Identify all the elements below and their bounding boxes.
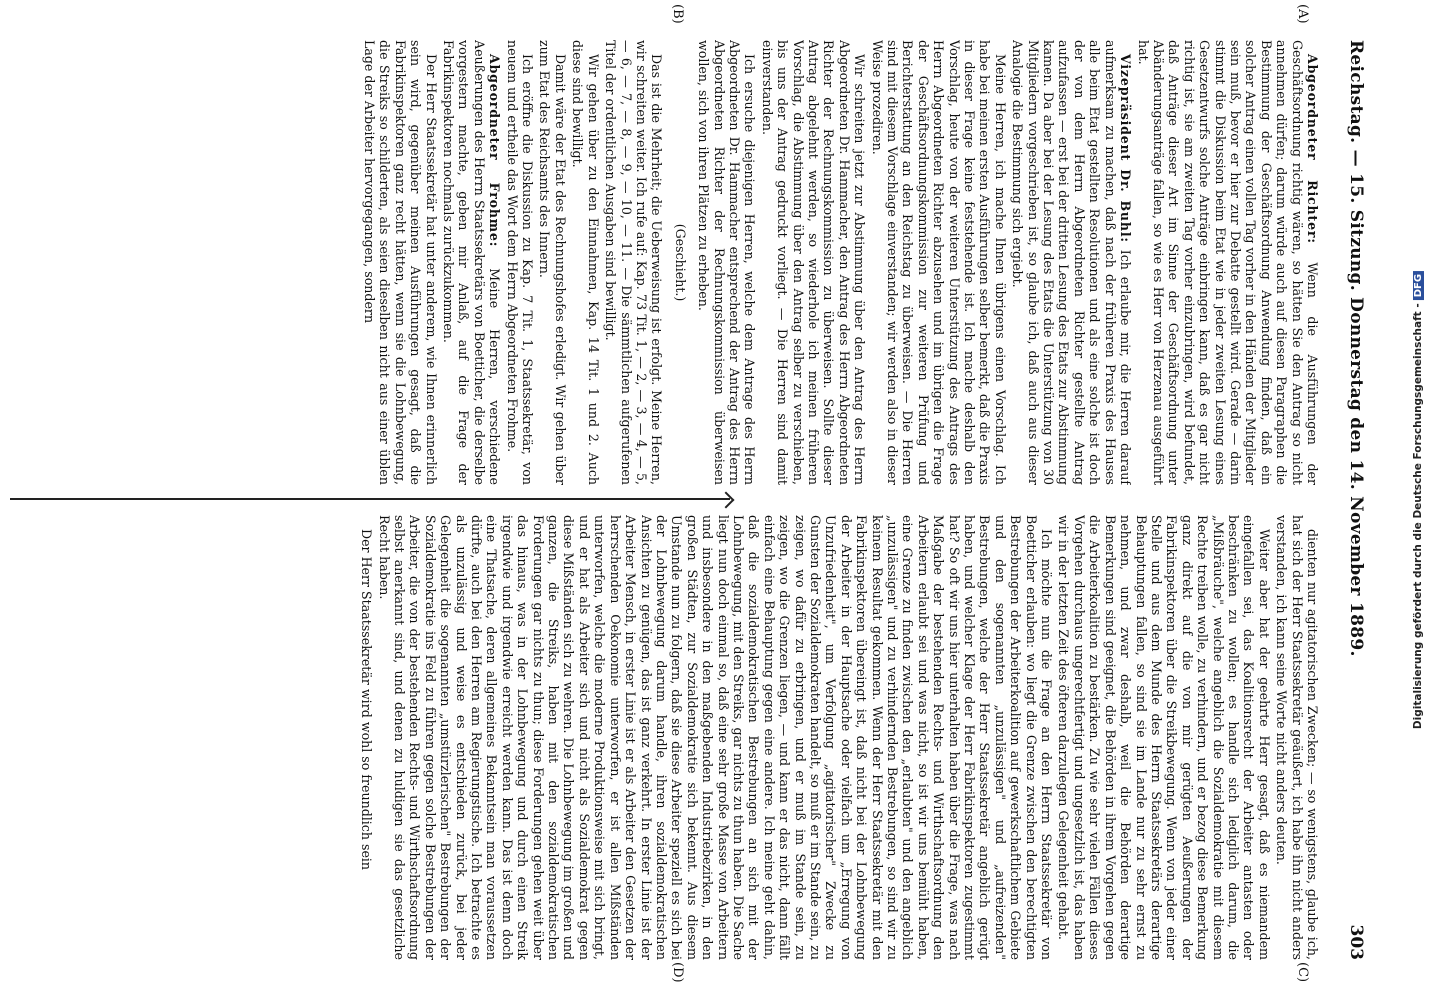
paragraph (1056, 515, 1272, 960)
paragraph (359, 515, 374, 960)
divider-arrow (718, 492, 735, 509)
margin-marker-d: (D) (670, 962, 685, 983)
margin-marker-b: (B) (670, 4, 685, 24)
paragraph (570, 40, 601, 485)
paragraph (362, 40, 439, 485)
paragraph-text: Wenn die Ausführungen der Geschäftsordnung richtig wären, so hätten Sie den Antrag so nicht annehmen dürfen; darum würde auch auf diesen Paragraphen die Bestimmung der Geschäftsordnung Anwendung finden, daß ein solcher Antrag einen vollen Tag vorher in den Händen der Mitglieder sein muß, bevor er hier zur Debatte gestellt wird. Gerade — darin stimmt die Diskussion beim Etat wie in jeder zweiten Lesung eines Gesetzentwurfs solche Anträge einbringen kann, daß es gar nicht richtig ist, sie am zweiten Tag vorher einzubringen, wird befundet, daß Anträge dieser Art im Sinne der Geschäftsordnung unter Abänderungsanträge fallen, so wie es Herr von Herzenau ausgeführt hat. (1135, 40, 1320, 485)
paragraph (869, 40, 1008, 485)
paragraph (504, 40, 535, 485)
paragraph-text: Ich erlaube mir, die Herren darauf aufmerksam zu machen, daß nach der früheren Praxis des Hauses alle beim Etat gestellten Resolutionen und als eine solche ist doch der von dem Herrn Abgeordneten Richter gestellte Antrag aufzufassen — erst bei der dritten Lesung des Etats zur Abstimmung kamen. Da aber bei der Lesung des Etats die Unterstützung von 30 Mitgliedern vorgeschrieben ist, so glaube ich, daß auch aus dieser Analogie die Bestimmung sich ergiebt. (1010, 40, 1134, 485)
paragraph (759, 40, 867, 485)
page-number: 303 (1346, 924, 1366, 960)
paragraph-text: Wir gehen über zu den Einnahmen, Kap. 14 Tit. 1 und 2. Auch diese sind bewilligt. (570, 40, 601, 485)
digitization-credit (1410, 6, 1426, 994)
paragraph-text: Das ist die Mehrheit; die Ueberweisung ist erfolgt. Meine Herren, wir schreiten weiter. Ich rufe auf: Kap. 73 Tit. 1, — 2, — 3, — 4, — 5, — 6, — 7, — 8, — 9, — 10, — 11. — Die sämmtlichen aufgerufenen Titel der ordentlichen Ausgaben sind bewilligt. (603, 40, 665, 485)
paragraph-text: (Geschieht.) (672, 223, 688, 302)
paragraph-text: Ich möchte nun die Frage an den Herrn Staatssekretär von Boetticher erlauben: wo liegt die Grenze zwischen den berechtigten Bestrebungen der Arbeiterkoalition auf gewerkschaftlichem Gebiete und den sogenannten „unzulässigen" und „aufreizenden" Bestrebungen, welche der Herr Staatssekretär angeblich gerügt haben, und welcher Klage der Herr Fabrikinspektoren zugestimmt hat? So oft wir uns hier unterhalten haben über die Frage, was nach Maßgabe der bestehenden Rechts- und Wirthschaftsordnung den Arbeitern erlaubt sei und was nicht, so ist wir uns bemüht haben, eine Grenze zu finden zwischen den „erlaubten" und den angeblich „unzulässigen" und zu verhindernden Bestrebungen, so sind wir zu keinem Resultat gekommen. Wenn der Herr Staatssekretär mit den Fabrikinspektoren übereingt ist, daß nicht bei der Lohnbewegung der Arbeiter in der Hauptsache oder vielfach um „Erregung von Unzufriedenheit", um Verfolgung „agitatorischer" Zwecke zu Gunsten der Sozialdemokraten handelt, so muß er im Stande sein, zu zeigen, wo dafür zu erbringen, und er muß im Stande sein, zu zeigen, wo die Grenzen liegen, — und kann er das nicht, dann fällt einfach eine Behauptung gegen eine andere. Ich meine geht dahin, daß die sozialdemokratischen Bestrebungen an sich mit der Lohnbewegung, mit den Streiks, gar nichts zu thun haben. Die Sache liegt nun doch einmal so, daß eine sehr große Masse von Arbeitern und insbesondere in den maßgebenden Industriebezirken, in den großen Städten, zur Sozialdemokratie sich bekennt. Aus diesem Umstande nun zu folgern, daß sie diese Arbeiter speziell es sich bei der Lohnbewegung darum handle, ihren sozialdemokratischen Ansichten zu genügen, das ist ganz verkehrt. In erster Linie ist der Arbeiter Mensch, in erster Linie ist er als Arbeiter den Gesetzen der herrschenden Oekonomie unterworfen, er ist allen Mißständen unterworfen, welche die moderne Produktionsweise mit sich bringt, und er hat als Arbeiter sich und nicht als Sozialdemokrat gegen diese Mißständen sich zu wehren. Die Lohnbewegung im großen und ganzen, die Streiks, haben mit den sozialdemokratischen Forderungen gar nichts zu thun; diese Forderungen gehen weit über das hinaus, was in der Lohnbewegung und durch einen Streik irgendwie und irgendwie erreicht werden kann. Das ist denn doch eine Thatsache, deren allgemeines Bekanntsein man voraussetzen dürfte, auch bei den Herren am Regierungstische. Ich betrachte es als unzulässig und weise es entschieden zurück, bei jeder Gelegenheit die sogenannten „umstürzlerischen" Bestrebungen der Sozialdemokratie ins Feld zu führen gegen solche Bestrebungen der Arbeiter, die von der bestehenden Rechts- und Wirthschaftsordnung selbst anerkannt sind, und denen zu huldigen sie das gesetzliche Recht haben. (376, 515, 1055, 960)
paragraph-text: Meine Herren, verschiedene Aeußerungen des Herrn Staatssekretärs von Boetticher, die derselbe vorgestern machte, geben mir Anlaß, auf die Frage der Fabrikinspektoren nochmals zurückzukommen. (441, 40, 503, 485)
paragraph (603, 40, 665, 485)
paragraph-text: Ich eröffne die Diskussion zu Kap. 7 Tit. 1, Staatssekretär, von neuem und ertheile das Wort dem Herrn Abgeordneten Frohme. (504, 40, 536, 485)
paragraph-text: Weiter aber hat der geehrte Herr gesagt, daß es niemandem eingefallen sei, das Koalitionsrecht der Arbeiter antasten oder beschränken zu wollen; es handle sich lediglich darum, die „Mißbräuche", welche angeblich die Sozialdemokratie mit diesem Rechte treiben wolle, zu verhindern, und er bezog diese Bemerkung ganz direkt auf die von mir gerügten Aeußerungen der Fabrikinspektoren über die Streikbewegung. Wenn von jeder einer Stelle und aus dem Munde des Herrn Staatssekretärs derartige Behauptungen fallen, so sind sie im Lande nur zu sehr ernst zu nehmen, und zwar deshalb, weil die Behörden derartige Bemerkungen sind geeignet, die Behörden in ihrem Vorgehen gegen die Arbeiterkoalition zu bestärken. Zu wie sehr vielen Fällen dieses Vorgehen durchaus ungerechtfertigt und ungesetzlich ist, das haben wir in der letzten Zeit des öfteren darzulegen Gelegenheit gehabt. (1056, 515, 1272, 960)
paragraph-text: Der Herr Staatssekretär hat unter anderem, wie Ihnen erinnerlich sein wird, gegenüber meinen Ausführungen gesagt, daß die Fabrikinspektoren ganz recht hätten, wenn sie die Lohnbewegung, die Streiks so schilderten, als seien dieselben nicht aus einer üblen Lage der Arbeiter hervorgegangen, sondern (362, 40, 439, 485)
paragraph (1274, 515, 1320, 960)
header-title: Reichstag. — 15. Sitzung. Donnerstag den 14. November 1889. (1346, 40, 1366, 657)
margin-marker-c: (C) (1295, 962, 1310, 983)
page-header (1334, 40, 1374, 960)
speaker-name: Abgeordneter Frohme: (487, 54, 503, 248)
paragraph (537, 40, 568, 485)
text-column-left (30, 40, 1320, 485)
column-divider (10, 498, 730, 500)
dfg-logo: DFG (1413, 271, 1424, 300)
paragraph (1010, 40, 1133, 485)
credit-text: Digitalisierung gefördert durch die Deutsche Forschungsgemeinschaft - (1412, 303, 1424, 730)
paragraph (696, 40, 758, 485)
paragraph-text: dienten nur agitatorischen Zwecken; — so wenigstens, glaube ich, hat sich der Herr Staatssekretär geäußert, ich habe ihn nicht anders verstanden, ich kann seine Worte nicht anders deuten. (1274, 515, 1320, 960)
paragraph (441, 40, 503, 485)
paragraph-text: Damit wäre der Etat des Rechnungshofes erledigt. Wir gehen über zum Etat des Reichsamts des Innern. (537, 40, 568, 485)
speaker-name: Vizepräsident Dr. Buhl: (1118, 54, 1134, 243)
paragraph (672, 40, 687, 485)
paragraph-text: Ich ersuche diejenigen Herren, welche dem Antrage des Herrn Abgeordneten Dr. Hammacher entsprechend der Antrag des Herrn Abgeordneten Richter der Rechnungskommission überweisen wollen, sich von ihren Plätzen zu erheben. (696, 40, 758, 485)
paragraph (1135, 40, 1320, 485)
paragraph-text: Wir schreiten jetzt zur Abstimmung über den Antrag des Herrn Abgeordneten Dr. Hammacher, den Antrag des Herrn Abgeordneten Richter der Rechnungskommission zu überweisen. Sollte dieser Antrag abgelehnt werden, so wiederhole ich meinen früheren Vorschlag, die Abstimmung über den Antrag selber zu verschieben, bis uns der Antrag gedruckt vorliegt. — Die Herren sind damit einverstanden. (759, 40, 868, 485)
paragraph-text: Meine Herren, ich mache Ihnen übrigens einen Vorschlag. Ich habe bei meinen ersten Ausführungen selber bemerkt, daß die Praxis in dieser Frage keine feststehende ist. Ich mache deshalb den Vorschlag, heute von der weiteren Unterstützung des Antrags des Herrn Abgeordneten Richter abzusehen und im übrigen die Frage der Geschäftsordnungskommission zur weiteren Prüfung und Berichterstattung an den Reichstag zu überweisen. — Die Herren sind mit diesem Vorschlage einverstanden; wir werden also in dieser Weise prozediren. (869, 40, 1008, 485)
speaker-name: Abgeordneter Richter: (1305, 54, 1320, 244)
text-column-right (30, 515, 1320, 960)
margin-marker-a: (A) (1295, 4, 1310, 24)
paragraph (376, 515, 1054, 960)
paragraph-text: Der Herr Staatssekretär wird wohl so freundlich sein (359, 529, 375, 871)
